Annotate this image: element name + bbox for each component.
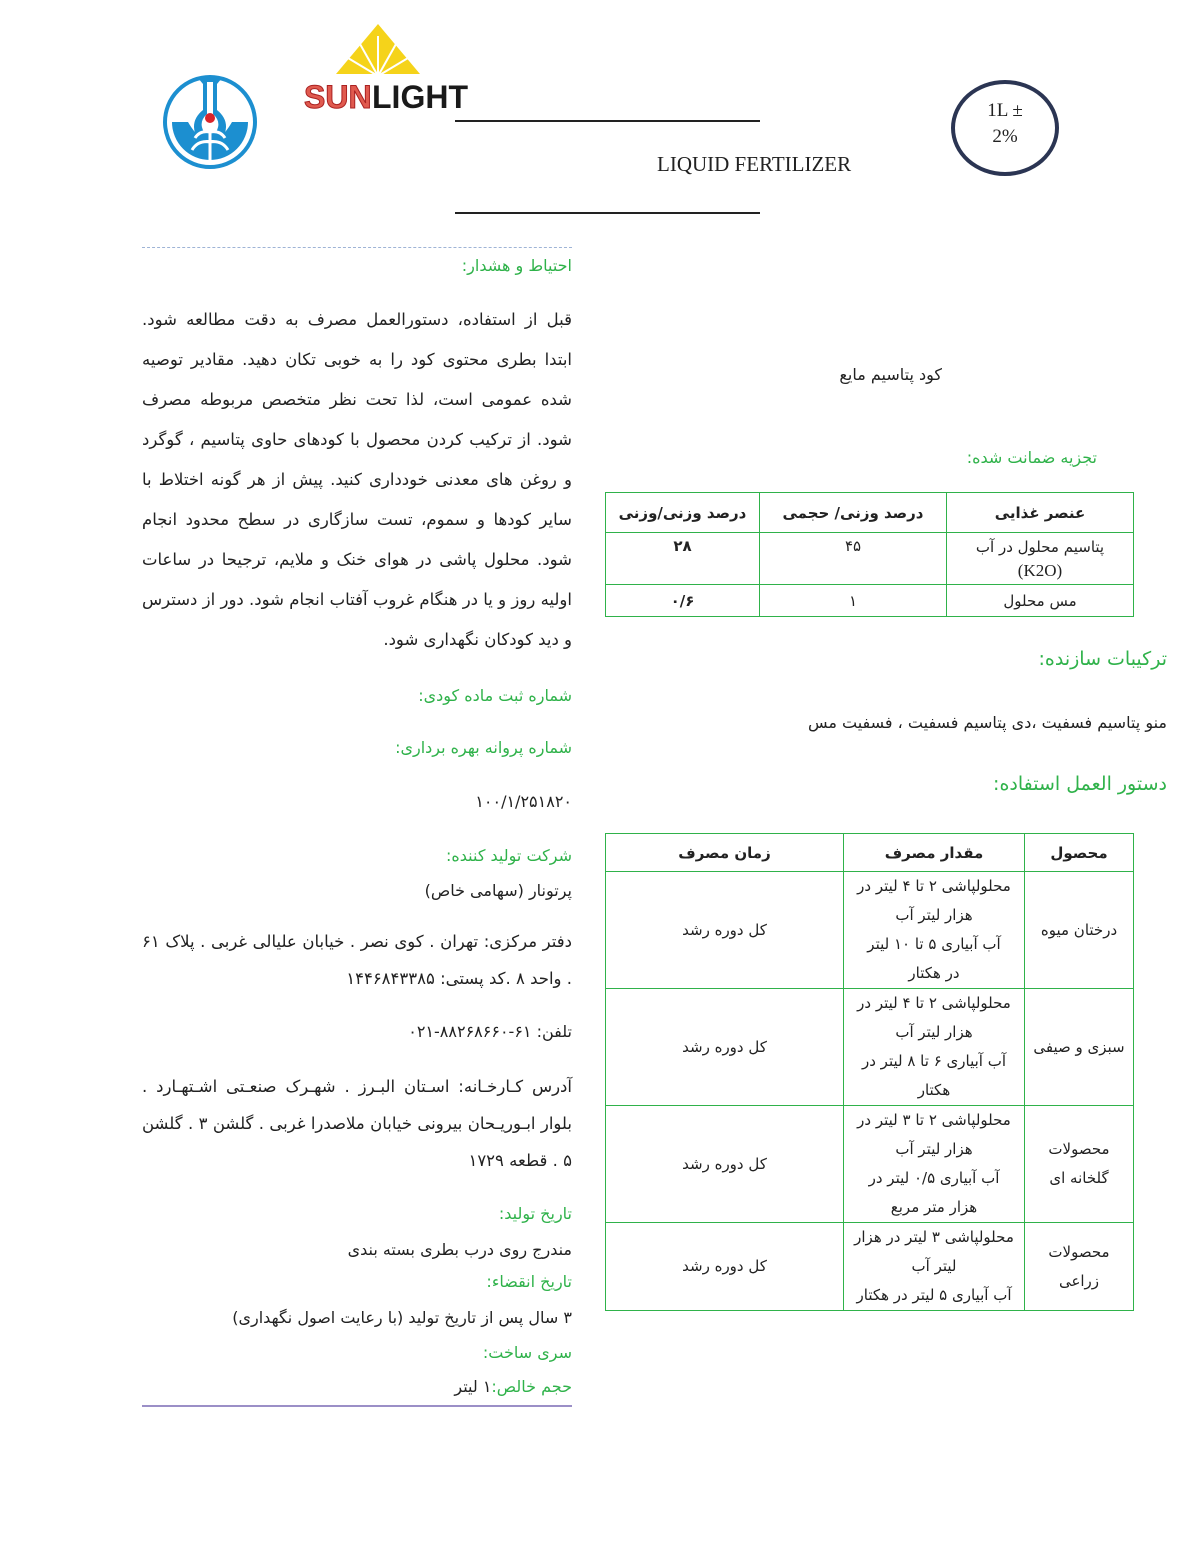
usage-time: کل دوره رشد bbox=[606, 1106, 844, 1223]
volume-badge bbox=[951, 80, 1059, 176]
usage-amount-line: آب آبیاری ۵ تا ۱۰ لیتر bbox=[867, 935, 1001, 953]
usage-amount bbox=[844, 1106, 1025, 1223]
phone: تلفن: ۶۱-۸۸۲۶۸۶۶۰-۰۲۱ bbox=[408, 1022, 572, 1041]
usage-header-row bbox=[606, 834, 1134, 872]
usage-amount-line: آب آبیاری ۵ لیتر در هکتار bbox=[856, 1286, 1012, 1304]
analysis-header-row bbox=[606, 493, 1134, 533]
manufacturer-label: شرکت تولید کننده: bbox=[446, 846, 572, 865]
usage-label: دستور العمل استفاده: bbox=[993, 773, 1167, 795]
company-logo bbox=[162, 70, 258, 170]
expiry-label: تاریخ انقضاء: bbox=[486, 1272, 572, 1291]
license-label: شماره پروانه بهره برداری: bbox=[395, 738, 572, 757]
usage-table bbox=[605, 833, 1134, 1311]
analysis-table bbox=[605, 492, 1134, 617]
usage-amount-line: محلولپاشی ۲ تا ۴ لیتر در bbox=[857, 994, 1011, 1012]
left-dashed-divider bbox=[142, 247, 572, 248]
analysis-ww: ۲۸ bbox=[606, 533, 760, 585]
office-address: دفتر مرکزی: تهران . کوی نصر . خیابان علیالی غربی . پلاک ۶۱ . واحد ۸ .کد پستی: ۱۴۴۶۸۴۳۳۸۵ bbox=[142, 932, 572, 988]
warning-text: قبل از استفاده، دستورالعمل مصرف به دقت مطالعه شود. ابتدا بطری محتوی کود را به خوبی تکان دهید. مقادیر توصیه شده عمومی است، لذا تحت نظر متخصص مربوطه مصرف شود. از ترکیب کردن محصول با کودهای حاوی پتاسیم ، گوگرد و روغن های معدنی خودداری کنید. پیش از هر گونه اختلاط با سایر کودها و سموم، تست سازگاری در سطح محدود انجام شود. محلول پاشی در هوای خنک و ملایم، ترجیحا در ساعات اولیه روز و یا در هنگام غروب آفتاب انجام شود. دور از دسترس و دید کودکان نگهداری شود. bbox=[142, 310, 572, 649]
usage-amount bbox=[844, 989, 1025, 1106]
analysis-label: تجزیه ضمانت شده: bbox=[966, 448, 1097, 467]
net-volume-value: ۱ لیتر bbox=[454, 1377, 492, 1396]
net-volume bbox=[454, 1377, 572, 1396]
product-name: کود پتاسیم مایع bbox=[839, 365, 942, 384]
usage-amount-line: هزار متر مربع bbox=[890, 1198, 978, 1216]
analysis-formula: (K2O) bbox=[1017, 560, 1063, 580]
svg-text:LIGHT: LIGHT bbox=[372, 79, 468, 115]
header-rule-top bbox=[455, 120, 760, 122]
table-row bbox=[606, 585, 1134, 617]
table-row bbox=[606, 989, 1134, 1106]
usage-amount-line: لیتر آب bbox=[911, 1257, 957, 1275]
usage-amount-line: آب آبیاری ۶ تا ۸ لیتر در bbox=[861, 1052, 1006, 1070]
volume-line-2: 2% bbox=[992, 126, 1018, 147]
usage-crop: درختان میوه bbox=[1025, 872, 1134, 989]
usage-amount-line: هکتار bbox=[917, 1081, 951, 1099]
analysis-element: پتاسیم محلول در آب bbox=[975, 537, 1105, 556]
table-row bbox=[606, 1106, 1134, 1223]
analysis-header-ww: درصد وزنی/وزنی bbox=[606, 493, 760, 533]
analysis-element-cell bbox=[947, 533, 1134, 585]
license-number: ۱۰۰/۱/۲۵۱۸۲۰ bbox=[475, 792, 572, 811]
svg-text:SUN: SUN bbox=[304, 79, 372, 115]
usage-amount-line: محلولپاشی ۲ تا ۳ لیتر در bbox=[857, 1111, 1011, 1129]
usage-amount-line: در هکتار bbox=[908, 964, 960, 982]
analysis-wv: ۱ bbox=[760, 585, 947, 617]
warning-heading: احتیاط و هشدار: bbox=[461, 256, 572, 275]
usage-time: کل دوره رشد bbox=[606, 872, 844, 989]
volume-line-1: 1L ± bbox=[987, 100, 1023, 121]
usage-header-crop: محصول bbox=[1025, 834, 1134, 872]
analysis-wv: ۴۵ bbox=[760, 533, 947, 585]
usage-header-time: زمان مصرف bbox=[606, 834, 844, 872]
usage-time: کل دوره رشد bbox=[606, 989, 844, 1106]
header-rule-bottom bbox=[455, 212, 760, 214]
analysis-header-element: عنصر غذایی bbox=[947, 493, 1134, 533]
manufacturer-name: پرتونار (سهامی خاص) bbox=[424, 881, 572, 900]
table-row bbox=[606, 1223, 1134, 1311]
table-row bbox=[606, 872, 1134, 989]
product-type: LIQUID FERTILIZER bbox=[657, 152, 852, 176]
usage-time: کل دوره رشد bbox=[606, 1223, 844, 1311]
analysis-element: مس محلول bbox=[947, 585, 1134, 617]
composition-text: منو پتاسیم فسفیت ،دی پتاسیم فسفیت ، فسفیت مس bbox=[807, 713, 1167, 732]
usage-amount-line: محلولپاشی ۲ تا ۴ لیتر در bbox=[857, 877, 1011, 895]
composition-label: ترکیبات سازنده: bbox=[1038, 648, 1167, 670]
batch-label: سری ساخت: bbox=[482, 1343, 572, 1362]
usage-amount bbox=[844, 872, 1025, 989]
usage-amount-line: هزار لیتر آب bbox=[895, 1023, 973, 1041]
production-date-value: مندرج روی درب بطری بسته بندی bbox=[347, 1240, 572, 1259]
usage-amount-line: هزار لیتر آب bbox=[895, 1140, 973, 1158]
usage-crop: محصولات گلخانه ای bbox=[1025, 1106, 1134, 1223]
expiry-value: ۳ سال پس از تاریخ تولید (با رعایت اصول نگهداری) bbox=[232, 1308, 572, 1327]
usage-amount bbox=[844, 1223, 1025, 1311]
analysis-ww: ۰/۶ bbox=[606, 585, 760, 617]
table-row bbox=[606, 533, 1134, 585]
usage-amount-line: هزار لیتر آب bbox=[895, 906, 973, 924]
analysis-header-wv: درصد وزنی/ حجمی bbox=[760, 493, 947, 533]
usage-crop: محصولات زراعی bbox=[1025, 1223, 1134, 1311]
usage-crop: سبزی و صیفی bbox=[1025, 989, 1134, 1106]
factory-address: آدرس کـارخـانه: اسـتان البـرز . شهـرک صنعـتی اشـتهـارد . بلوار ابـوریـحان بیرونی خیابان ملاصدرا غربی . گلشن ۳ . گلشن ۵ . قطعه ۱۷۲۹ bbox=[142, 1077, 572, 1170]
usage-amount-line: محلولپاشی ۳ لیتر در هزار bbox=[854, 1228, 1014, 1246]
usage-amount-line: آب آبیاری ۰/۵ لیتر در bbox=[868, 1169, 1000, 1187]
sunlight-logo bbox=[302, 22, 468, 115]
production-date-label: تاریخ تولید: bbox=[498, 1204, 572, 1223]
net-volume-label: حجم خالص: bbox=[491, 1377, 572, 1396]
left-bottom-divider bbox=[142, 1405, 572, 1407]
usage-header-amount: مقدار مصرف bbox=[844, 834, 1025, 872]
registration-label: شماره ثبت ماده کودی: bbox=[418, 686, 572, 705]
